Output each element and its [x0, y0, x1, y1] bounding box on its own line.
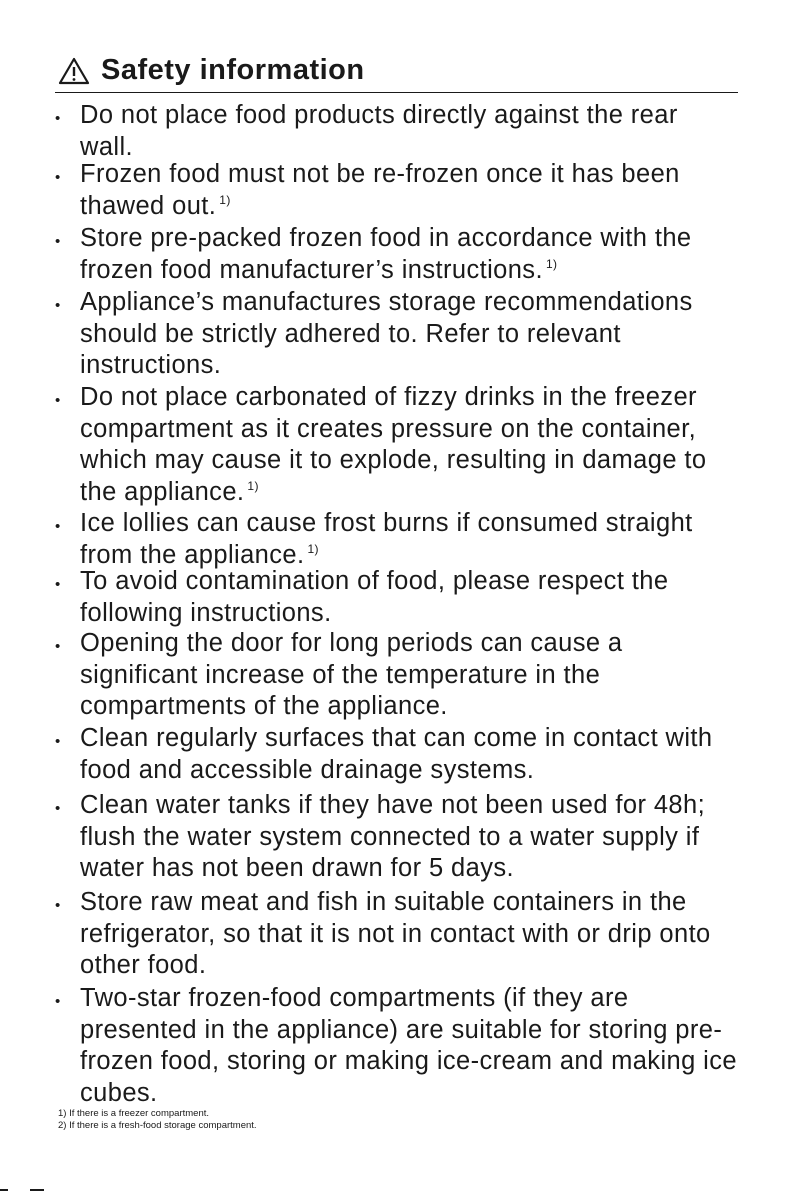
- bullet-icon: •: [55, 518, 61, 535]
- bullet-icon: •: [55, 993, 61, 1010]
- item-text: Do not place food products directly against the rear wall.: [80, 101, 678, 161]
- footnotes: [58, 1108, 257, 1132]
- bullet-icon: •: [55, 638, 61, 655]
- item-text: To avoid contamination of food, please respect the following instructions.: [80, 567, 669, 627]
- footnote-ref: 1): [545, 257, 558, 271]
- bullet-icon: •: [55, 733, 61, 750]
- bullet-icon: •: [55, 233, 61, 250]
- item-text: Clean water tanks if they have not been used for 48h; flush the water system connected to a water supply if water has not been drawn for 5 days.: [80, 791, 706, 882]
- warning-triangle-icon: [58, 57, 90, 85]
- footnote-ref: 1): [219, 193, 231, 207]
- crop-mark: [0, 1189, 8, 1191]
- item-text: Clean regularly surfaces that can come in contact with food and accessible drainage systems.: [80, 724, 713, 784]
- footnote-ref: 1): [307, 542, 319, 556]
- bullet-icon: •: [55, 297, 61, 314]
- item-text: Opening the door for long periods can cause a significant increase of the temperature in the compartments of the appliance.: [80, 629, 623, 720]
- bullet-icon: •: [55, 800, 61, 817]
- bullet-icon: •: [55, 110, 61, 127]
- section-header: [55, 52, 738, 93]
- item-text: Do not place carbonated of fizzy drinks in the freezer compartment as it creates pressure on the container, which may cause it to explode, resulting in damage to the appliance.: [80, 383, 707, 506]
- bullet-icon: •: [55, 576, 61, 593]
- item-text: Store pre-packed frozen food in accordance with the frozen food manufacturer’s instructions.: [80, 224, 692, 284]
- item-text: Two-star frozen-food compartments (if they are presented in the appliance) are suitable for storing pre-frozen food, storing or making ice-cream and making ice cubes.: [80, 984, 737, 1107]
- item-text: Store raw meat and fish in suitable containers in the refrigerator, so that it is not in contact with or drip onto other food.: [80, 888, 711, 979]
- item-text: Frozen food must not be re-frozen once it has been thawed out.: [80, 160, 680, 220]
- crop-mark: [30, 1189, 44, 1191]
- item-text: Ice lollies can cause frost burns if consumed straight from the appliance.: [80, 509, 693, 569]
- bullet-icon: •: [55, 897, 61, 914]
- footnote-2: 2) If there is a fresh-food storage compartment.: [58, 1120, 257, 1131]
- footnote-ref: 1): [247, 479, 259, 493]
- bullet-icon: •: [55, 392, 61, 409]
- footnote-1: 1) If there is a freezer compartment.: [58, 1108, 210, 1119]
- item-text: Appliance’s manufactures storage recommendations should be strictly adhered to. Refer to relevant instructions.: [80, 288, 693, 379]
- bullet-icon: •: [55, 169, 61, 186]
- page-title: Safety information: [101, 54, 365, 86]
